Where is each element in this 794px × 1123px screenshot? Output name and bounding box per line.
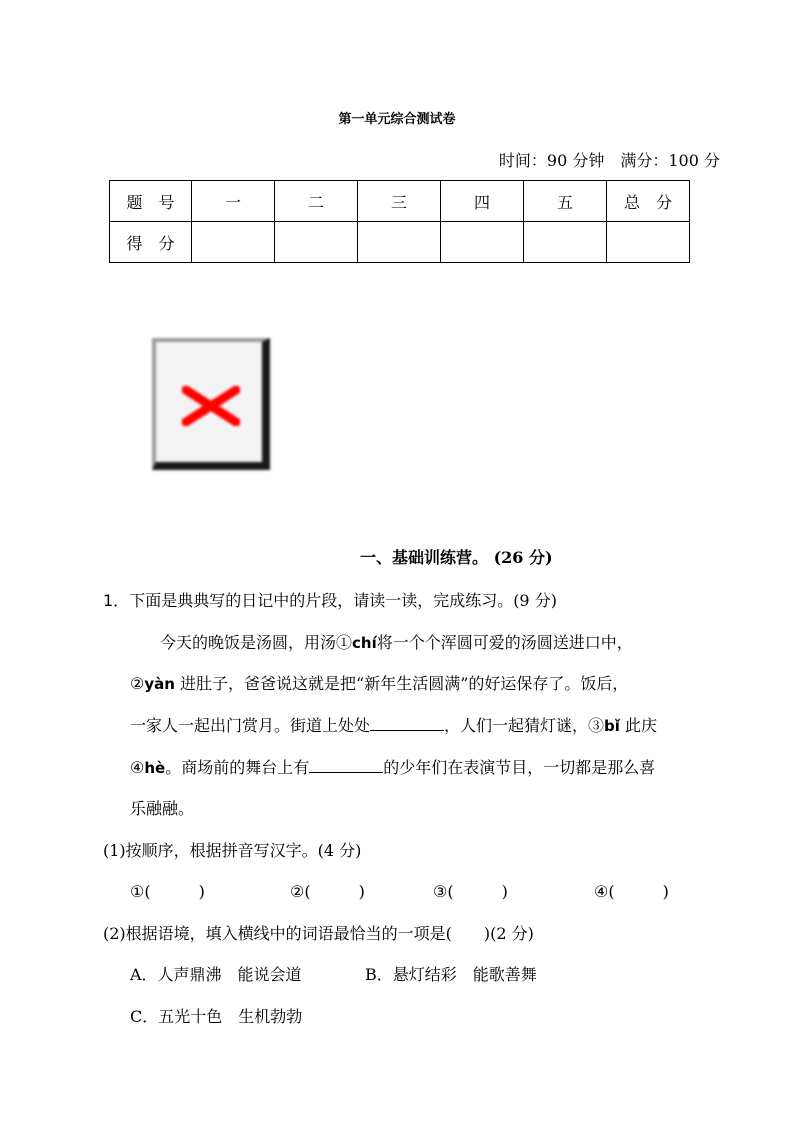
header-cell-4: 四 [441,181,524,222]
score-cell-2 [275,222,358,263]
score-cell-5 [524,222,607,263]
passage-text: 此庆 [619,716,658,735]
score-table [109,180,690,263]
section-1-heading: 一、基础训练营。 (26 分) [360,548,553,567]
answer-blank-1[interactable]: ①( ) [130,882,205,901]
fill-blank-2[interactable] [309,756,383,773]
answer-blank-4[interactable]: ④( ) [594,882,669,901]
passage-text: 进肚子，爸爸说这就是把“新年生活圆满”的好运保存了。饭后， [174,674,629,693]
passage-text: 一家人一起出门赏月。街道上处处 [130,716,371,735]
header-cell-5: 五 [524,181,607,222]
score-table-header-row [110,181,690,222]
broken-image-icon [182,386,240,426]
score-cell-4 [441,222,524,263]
score-table-score-row [110,222,690,263]
passage-text: ④ [130,758,145,777]
passage-line-3 [130,713,657,736]
score-row-label: 得 分 [110,222,192,263]
passage-text: 。商场前的舞台上有 [165,758,310,777]
option-b[interactable]: B．悬灯结彩 能歌善舞 [365,965,537,984]
score-cell-total [607,222,690,263]
header-cell-1: 一 [192,181,275,222]
header-cell-total: 总 分 [607,181,690,222]
time-and-score-info: 时间：90 分钟 满分：100 分 [498,151,720,170]
passage-text: 将一个个浑圆可爱的汤圆送进口中， [376,633,633,652]
sub-question-2-prompt: (2)根据语境，填入横线中的词语最恰当的一项是( )(2 分) [103,924,534,943]
header-cell-3: 三 [358,181,441,222]
pinyin-3: bǐ [604,717,620,735]
score-cell-1 [192,222,275,263]
passage-text: 的少年们在表演节目，一切都是那么喜 [383,758,656,777]
passage-text: 今天的晚饭是汤圆，用汤① [160,633,353,652]
question-number: 1． [103,591,130,610]
option-a[interactable]: A．人声鼎沸 能说会道 [130,965,302,984]
header-cell-2: 二 [275,181,358,222]
question-1-text: 下面是典典写的日记中的片段，请读一读，完成练习。(9 分) [129,591,557,610]
header-cell-label: 题 号 [110,181,192,222]
passage-text: ，人们一起猜灯谜，③ [444,716,605,735]
answer-blank-3[interactable]: ③( ) [433,882,508,901]
exam-title: 第一单元综合测试卷 [338,112,456,127]
passage-line-1 [160,630,633,653]
passage-line-5: 乐融融。 [130,799,195,818]
passage-line-2 [130,671,628,694]
sub-question-1-prompt: (1)按顺序，根据拼音写汉字。(4 分) [103,841,362,860]
passage-line-4 [130,755,655,778]
question-1-prompt [103,588,557,611]
pinyin-2: yàn [144,675,175,693]
option-c[interactable]: C．五光十色 生机勃勃 [130,1007,303,1026]
passage-text: ② [130,674,145,693]
score-cell-3 [358,222,441,263]
answer-blank-2[interactable]: ②( ) [290,882,365,901]
pinyin-1: chí [352,634,377,652]
broken-image-placeholder [152,338,270,470]
fill-blank-1[interactable] [370,714,444,731]
pinyin-4: hè [144,759,166,777]
